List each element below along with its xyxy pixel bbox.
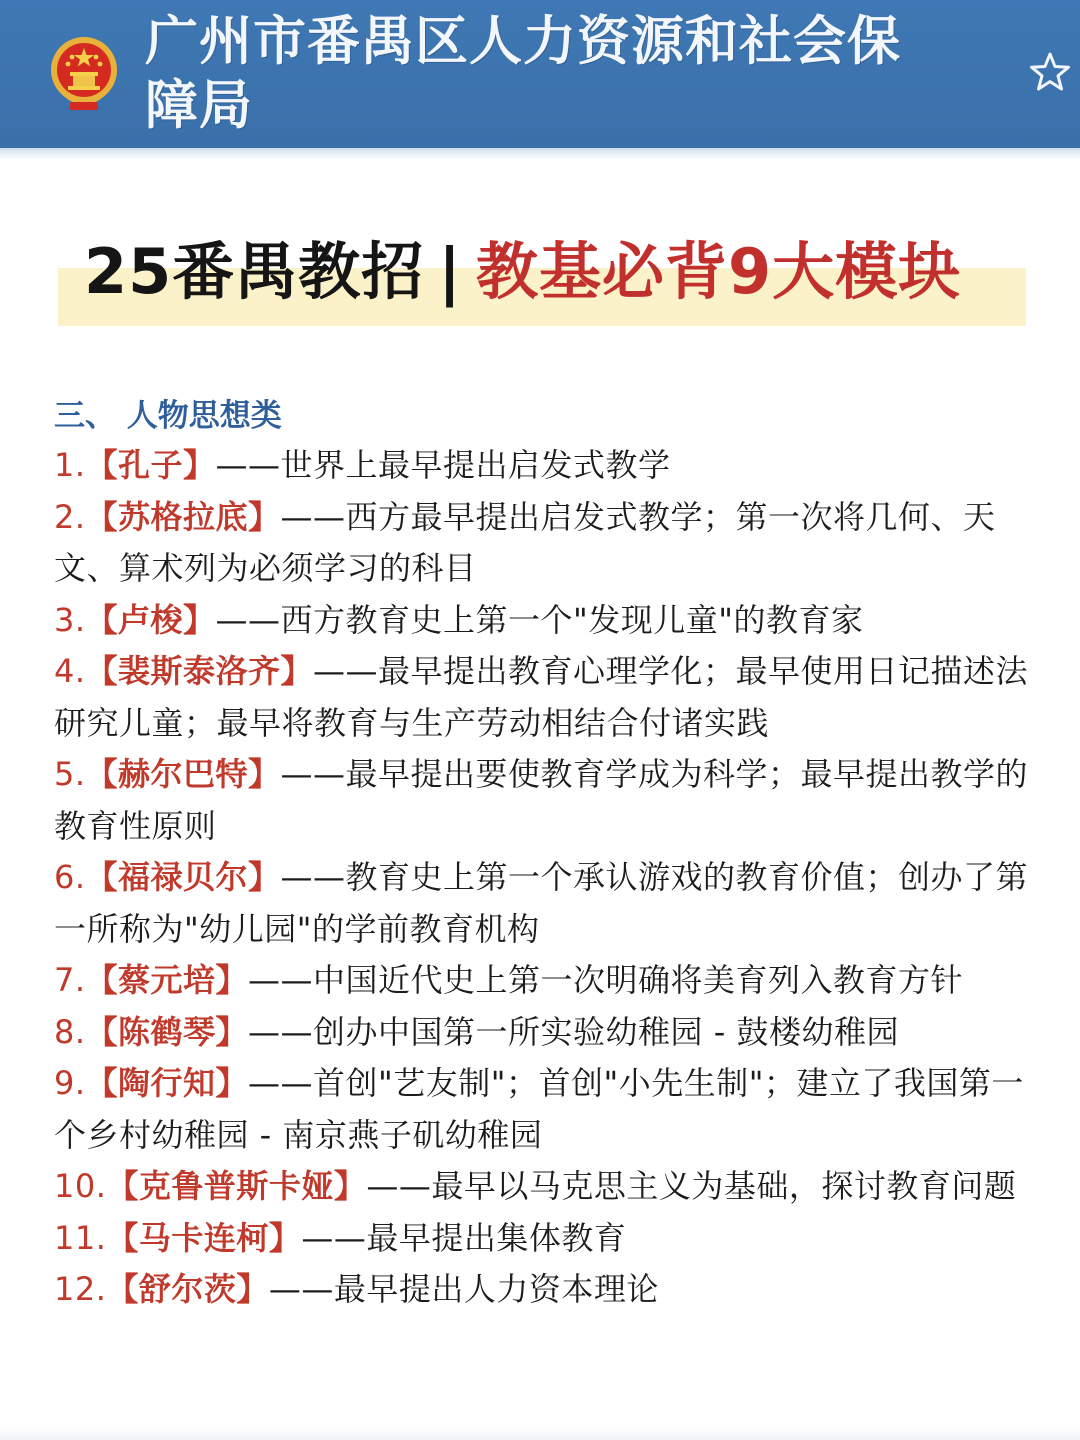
item-name: 【卢梭】 [85, 600, 216, 639]
list-item [54, 1264, 1034, 1316]
item-description: ——最早提出人力资本理论 [268, 1270, 659, 1308]
header-shadow [0, 148, 1080, 160]
item-number: 9. [54, 1064, 86, 1102]
item-description: ——最早以马克思主义为基础，探讨教育问题 [366, 1167, 1017, 1205]
item-number: 7. [54, 961, 86, 999]
national-emblem-icon [48, 36, 120, 112]
item-number: 5. [54, 755, 86, 793]
page-title [84, 232, 1024, 312]
item-name: 【孔子】 [85, 446, 216, 484]
list-item [54, 440, 1034, 492]
item-number: 12. [54, 1270, 107, 1308]
item-number: 8. [54, 1012, 86, 1051]
list-item [54, 1213, 1034, 1265]
item-description: ——创办中国第一所实验幼稚园 - 鼓楼幼稚园 [248, 1012, 899, 1051]
list-item [54, 1007, 1034, 1059]
item-description: ——最早提出教育心理学化；最早使用日记描述法研究儿童；最早将教育与生产劳动相结合付诸实践 [54, 652, 1029, 742]
item-number: 1. [54, 446, 86, 484]
section-heading: 三、 人物思想类 [54, 398, 282, 434]
item-description: ——中国近代史上第一次明确将美育列入教育方针 [248, 961, 964, 999]
item-name: 【赫尔巴特】 [85, 755, 281, 793]
item-description: ——世界上最早提出启发式教学 [215, 446, 671, 484]
figure-list [54, 440, 1034, 1316]
item-number: 2. [54, 497, 86, 536]
item-description: ——首创"艺友制"；首创"小先生制"；建立了我国第一个乡村幼稚园 - 南京燕子矶幼稚园 [54, 1064, 1024, 1154]
list-item [54, 595, 1034, 647]
item-number: 10. [54, 1167, 107, 1205]
item-description: ——最早提出集体教育 [301, 1218, 627, 1257]
footer-edge [0, 1428, 1080, 1440]
item-description: ——最早提出要使教育学成为科学；最早提出教学的教育性原则 [54, 755, 1029, 845]
header-bar [0, 0, 1080, 150]
list-item [54, 1161, 1034, 1213]
item-name: 【克鲁普斯卡娅】 [106, 1167, 367, 1205]
title-separator: | [438, 235, 462, 308]
agency-name: 广州市番禺区人力资源和社会保障局 [145, 11, 901, 136]
item-name: 【苏格拉底】 [85, 497, 281, 536]
star-outline-icon[interactable] [1028, 50, 1072, 94]
item-description: ——西方教育史上第一个"发现儿童"的教育家 [215, 600, 864, 639]
list-item [54, 955, 1034, 1007]
item-name: 【福禄贝尔】 [85, 858, 281, 896]
list-item [54, 852, 1034, 955]
item-number: 11. [54, 1218, 107, 1257]
item-name: 【裴斯泰洛齐】 [85, 652, 314, 690]
item-name: 【陶行知】 [85, 1064, 249, 1102]
item-name: 【马卡连柯】 [106, 1218, 302, 1257]
item-description: ——教育史上第一个承认游戏的教育价值；创办了第一所称为"幼儿园"的学前教育机构 [54, 858, 1029, 948]
item-name: 【舒尔茨】 [106, 1270, 269, 1308]
item-description: ——西方最早提出启发式教学；第一次将几何、天文、算术列为必须学习的科目 [54, 497, 996, 587]
item-number: 3. [54, 600, 86, 639]
list-item [54, 492, 1034, 595]
item-number: 6. [54, 858, 86, 896]
list-item [54, 749, 1034, 852]
item-name: 【蔡元培】 [85, 961, 249, 999]
title-part-2: 教基必背9大模块 [475, 235, 962, 308]
list-item [54, 1058, 1034, 1161]
list-item [54, 646, 1034, 749]
item-number: 4. [54, 652, 86, 690]
item-name: 【陈鹤琴】 [85, 1012, 249, 1051]
title-part-1: 25番禺教招 [84, 235, 425, 308]
